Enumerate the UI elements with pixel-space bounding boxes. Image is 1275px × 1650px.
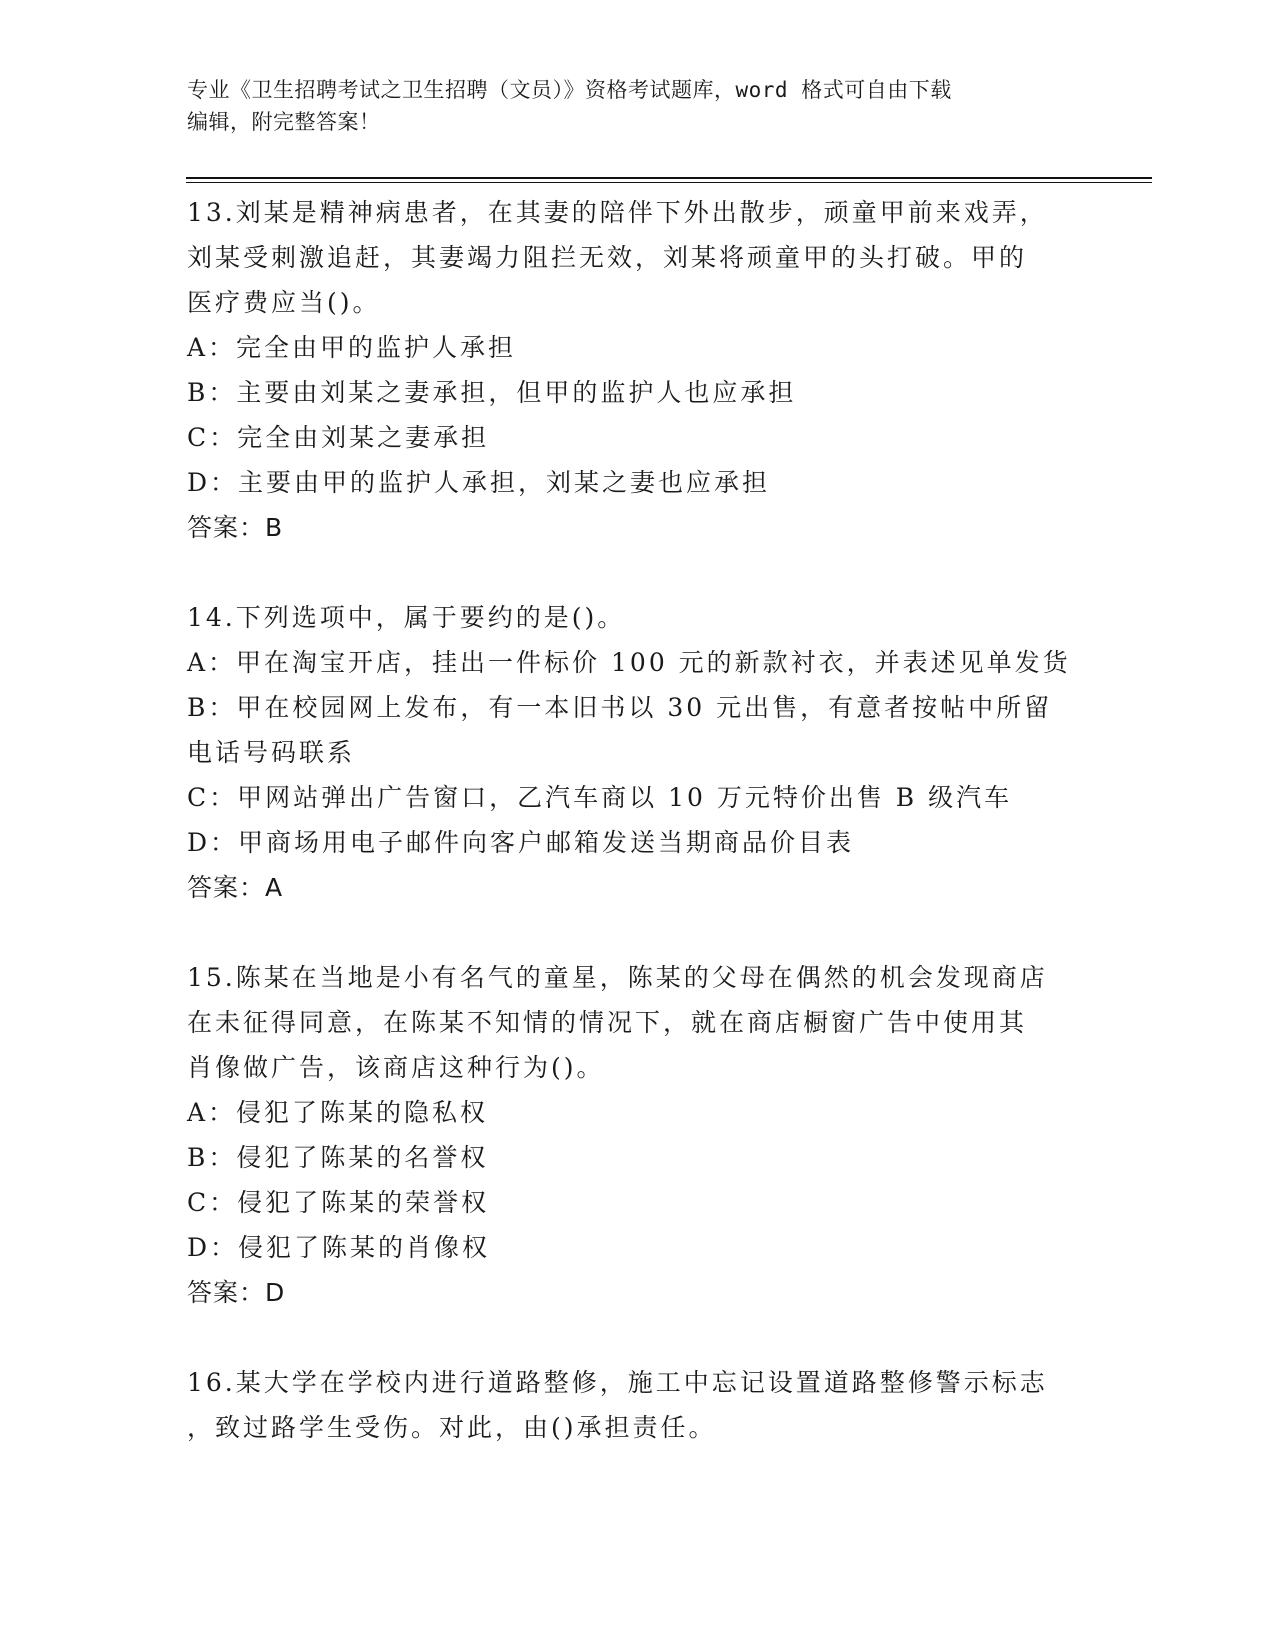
option-b: B：侵犯了陈某的名誉权: [187, 1143, 489, 1172]
document-header: [187, 74, 1067, 138]
option-c: C：完全由刘某之妻承担: [187, 423, 490, 452]
option-a: A：甲在淘宝开店，挂出一件标价 100 元的新款衬衣，并表述见单发货: [187, 648, 1071, 677]
header-line-2: 编辑，附完整答案！: [187, 110, 381, 134]
option-c: C：甲网站弹出广告窗口，乙汽车商以 10 万元特价出售 B 级汽车: [187, 783, 1013, 812]
option-a: A：完全由甲的监护人承担: [187, 333, 517, 362]
question-16: [187, 1360, 1087, 1450]
option-c: C：侵犯了陈某的荣誉权: [187, 1188, 490, 1217]
option-d: D：主要由甲的监护人承担，刘某之妻也应承担: [187, 468, 771, 497]
question-15: [187, 955, 1087, 1315]
question-text-line: 16.某大学在学校内进行道路整修，施工中忘记设置道路整修警示标志: [187, 1368, 1048, 1397]
question-text-line: ，致过路学生受伤。对此，由()承担责任。: [187, 1413, 717, 1442]
answer-line: 答案：D: [187, 1278, 286, 1307]
header-rule-thick: [186, 177, 1152, 179]
answer-line: 答案：B: [187, 513, 284, 542]
header-line-1: 专业《卫生招聘考试之卫生招聘（文员）》资格考试题库，word 格式可自由下载: [187, 78, 952, 102]
option-b: B：甲在校园网上发布，有一本旧书以 30 元出售，有意者按帖中所留: [187, 693, 1053, 722]
question-text-line: 14.下列选项中，属于要约的是()。: [187, 603, 626, 632]
option-a: A：侵犯了陈某的隐私权: [187, 1098, 489, 1127]
answer-line: 答案：A: [187, 873, 284, 902]
question-text-line: 在未征得同意，在陈某不知情的情况下，就在商店橱窗广告中使用其: [187, 1008, 1028, 1037]
header-rule-thin: [186, 182, 1152, 183]
option-d: D：甲商场用电子邮件向客户邮箱发送当期商品价目表: [187, 828, 855, 857]
option-b-continued: 电话号码联系: [187, 738, 356, 767]
question-text-line: 医疗费应当()。: [187, 288, 381, 317]
option-d: D：侵犯了陈某的肖像权: [187, 1233, 491, 1262]
question-list: [187, 190, 1087, 1495]
question-text-line: 刘某受刺激追赶，其妻竭力阻拦无效，刘某将顽童甲的头打破。甲的: [187, 243, 1028, 272]
question-text-line: 肖像做广告，该商店这种行为()。: [187, 1053, 605, 1082]
question-14: [187, 595, 1087, 910]
option-b: B：主要由刘某之妻承担，但甲的监护人也应承担: [187, 378, 797, 407]
question-text-line: 13.刘某是精神病患者，在其妻的陪伴下外出散步，顽童甲前来戏弄，: [187, 198, 1048, 227]
question-text-line: 15.陈某在当地是小有名气的童星，陈某的父母在偶然的机会发现商店: [187, 963, 1048, 992]
question-13: [187, 190, 1087, 550]
